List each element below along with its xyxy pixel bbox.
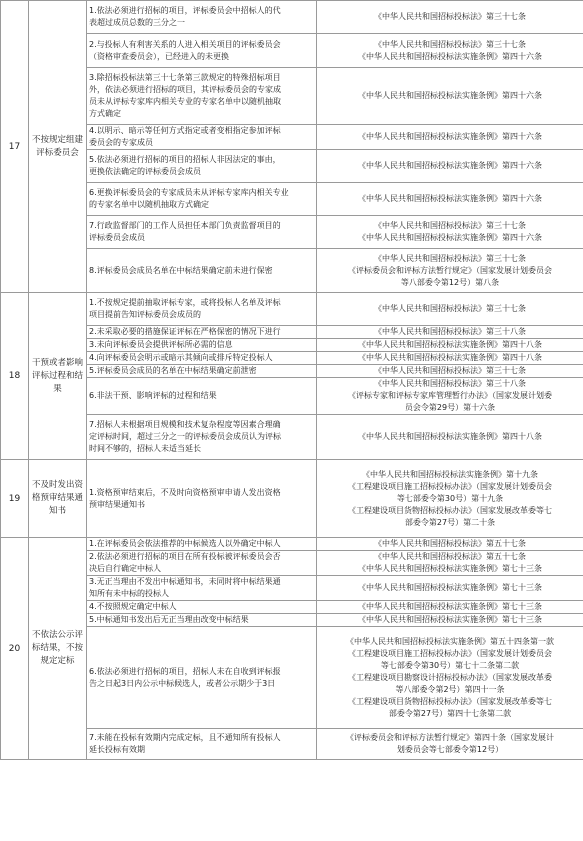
violation-text-line: 3.未向评标委员会提供评标所必需的信息	[89, 340, 233, 349]
legal-basis	[317, 68, 583, 125]
violation-text-line: 告之日起3日内公示中标候选人，或者公示期少于3日	[89, 678, 276, 688]
violation-text-line: 知所有未中标的投标人	[89, 589, 169, 598]
legal-basis-line: 《中华人民共和国招标投标法实施条例》第四十六条	[358, 194, 542, 203]
section-category: 不依法公示评标结果，不按规定定标	[29, 538, 87, 760]
legal-basis	[317, 415, 583, 460]
table-row	[1, 183, 583, 216]
legal-basis-line: 《中华人民共和国招标投标法实施条例》第四十六条	[358, 51, 542, 61]
legal-basis-line: 《中华人民共和国招标投标法实施条例》第四十八条	[358, 340, 542, 349]
legal-basis-line: 《中华人民共和国招标投标法实施条例》第十九条	[362, 469, 538, 479]
legal-basis-line: 《评标委员会和评标方法暂行规定》（国家发展计划委员会	[348, 265, 552, 275]
violation-text-line: 评标委员会成员	[89, 233, 145, 242]
legal-basis-line: 等八部委令第12号）第八条	[400, 277, 500, 287]
legal-basis-line: 《评标委员会和评标方法暂行规定》第四十条（国家发展计	[346, 733, 554, 742]
legal-basis-line: 《中华人民共和国招标投标法》第三十七条	[374, 304, 526, 313]
table-row	[1, 34, 583, 68]
violation-text-line: 1.不按规定提前抽取评标专家，或将投标人名单及评标	[89, 298, 281, 307]
legal-basis-line: 《中华人民共和国招标投标法》第三十七条	[374, 221, 526, 230]
legal-basis	[317, 216, 583, 249]
table-row	[1, 339, 583, 352]
legal-basis	[317, 538, 583, 551]
table-row	[1, 365, 583, 378]
table-row	[1, 614, 583, 627]
legal-basis-line: 《中华人民共和国招标投标法实施条例》第七十三条	[358, 615, 542, 624]
legal-basis-line: 《工程建设项目施工招标投标办法》（国家发展计划委员会	[348, 648, 552, 658]
violation-text-line: 的专家名单中以随机抽取方式确定	[89, 200, 209, 209]
violations-table-body	[1, 1, 583, 760]
violation-text-line: 延长投标有效期	[89, 745, 145, 754]
violation-text-line: 6.更换评标委员会的专家成员未从评标专家库内相关专业	[89, 188, 289, 197]
violation-item	[87, 614, 317, 627]
violation-item	[87, 551, 317, 576]
violation-text-line: 委员会的专家成员	[89, 138, 153, 147]
violation-text-line: 项目提前告知评标委员会成员的	[89, 310, 201, 319]
legal-basis-line: 《工程建设项目货物招标投标办法》（国家发展改革委等七	[348, 505, 552, 515]
legal-basis-line: 《中华人民共和国招标投标法实施条例》第四十八条	[358, 432, 542, 441]
section-category: 干预或者影响评标过程和结果	[29, 293, 87, 460]
legal-basis-line: 《中华人民共和国招标投标法》第三十七条	[374, 39, 526, 49]
violation-text-line: 8.评标委员会成员名单在中标结果确定前未进行保密	[89, 265, 273, 275]
legal-basis	[317, 339, 583, 352]
legal-basis-line: 部委令第27号）第四十七条第二款	[388, 708, 512, 718]
legal-basis-line: 《中华人民共和国招标投标法实施条例》第四十六条	[358, 233, 542, 242]
legal-basis	[317, 1, 583, 34]
table-row	[1, 415, 583, 460]
legal-basis-line: 等七部委令第30号）第七十二条第二款	[380, 660, 520, 670]
table-row	[1, 538, 583, 551]
violation-text-line: 外，依法必须进行招标的项目，其评标委员会的专家成	[89, 85, 281, 94]
violation-item	[87, 150, 317, 183]
violation-item	[87, 538, 317, 551]
legal-basis-line: 员会令第29号）第十六条	[404, 403, 496, 412]
table-row	[1, 326, 583, 339]
table-row	[1, 627, 583, 729]
violation-text-line: 定评标时间，超过三分之一的评标委员会成员认为评标	[89, 432, 281, 441]
violation-item	[87, 627, 317, 729]
legal-basis	[317, 183, 583, 216]
violation-item	[87, 68, 317, 125]
legal-basis-line: 等八部委令第2号）第四十一条	[395, 684, 505, 694]
violation-item	[87, 365, 317, 378]
legal-basis	[317, 551, 583, 576]
violation-text-line: 1.资格预审结束后，不及时向资格预审申请人发出资格	[89, 487, 281, 497]
violation-text-line: 1.依法必须进行招标的项目，评标委员会中招标人的代	[89, 6, 281, 15]
legal-basis-line: 《工程建设项目货物招标投标办法》（国家发展改革委等七	[348, 696, 552, 706]
legal-basis	[317, 150, 583, 183]
violation-item	[87, 576, 317, 601]
table-row	[1, 249, 583, 293]
violation-text-line: 7.招标人未根据项目规模和技术复杂程度等因素合理确	[89, 420, 281, 429]
violation-text-line: 4.以明示、暗示等任何方式指定或者变相指定参加评标	[89, 126, 281, 135]
section-category: 不及时发出资格预审结果通知书	[29, 460, 87, 538]
violation-item	[87, 1, 317, 34]
legal-basis-line: 《中华人民共和国招标投标法实施条例》第七十三条	[358, 602, 542, 611]
legal-basis	[317, 378, 583, 415]
violation-text-line: （资格审查委员会），已经进入的未更换	[89, 51, 229, 61]
violation-text-line: 4.不按照规定确定中标人	[89, 602, 177, 611]
legal-basis-line: 部委令第27号）第二十条	[404, 517, 496, 527]
violation-text-line: 7.未能在投标有效期内完成定标，且不通知所有投标人	[89, 733, 281, 742]
table-row	[1, 729, 583, 760]
legal-basis-line: 等七部委令第30号）第十九条	[396, 493, 504, 503]
violation-text-line: 5.中标通知书发出后无正当理由改变中标结果	[89, 615, 249, 624]
legal-basis-line: 《评标专家和评标专家库管理暂行办法》（国家发展计划委	[348, 391, 552, 400]
legal-basis	[317, 352, 583, 365]
legal-basis	[317, 365, 583, 378]
section-number: 18	[1, 293, 29, 460]
violation-text-line: 2.依法必须进行招标的项目在所有投标被评标委员会否	[89, 552, 281, 561]
legal-basis-line: 《中华人民共和国招标投标法实施条例》第四十八条	[358, 353, 542, 362]
legal-basis	[317, 293, 583, 326]
violation-text-line: 更换依法确定的评标委员会成员	[89, 167, 201, 176]
legal-basis-line: 《中华人民共和国招标投标法》第三十七条	[374, 366, 526, 375]
violation-item	[87, 339, 317, 352]
violation-text-line: 7.行政监督部门的工作人员担任本部门负责监督项目的	[89, 221, 281, 230]
table-row	[1, 293, 583, 326]
table-row	[1, 460, 583, 538]
violation-text-line: 4.向评标委员会明示或暗示其倾向或排斥特定投标人	[89, 353, 273, 362]
table-row	[1, 551, 583, 576]
violation-text-line: 表超过成员总数的三分之一	[89, 18, 185, 27]
violation-item	[87, 183, 317, 216]
violation-text-line: 5.依法必须进行招标的项目的招标人非因法定的事由，	[89, 155, 281, 164]
table-row	[1, 1, 583, 34]
legal-basis	[317, 460, 583, 538]
violation-text-line: 3.除招标投标法第三十七条第三款规定的特殊招标项目	[89, 73, 281, 82]
violation-item	[87, 216, 317, 249]
table-row	[1, 216, 583, 249]
legal-basis	[317, 614, 583, 627]
legal-basis-line: 《中华人民共和国招标投标法实施条例》第七十三条	[358, 583, 542, 592]
violation-item	[87, 601, 317, 614]
legal-basis-line: 《中华人民共和国招标投标法》第三十七条	[374, 253, 526, 263]
legal-basis	[317, 326, 583, 339]
legal-basis-line: 《中华人民共和国招标投标法》第三十七条	[374, 12, 526, 21]
legal-basis-line: 《中华人民共和国招标投标法》第五十七条	[374, 539, 526, 548]
table-row	[1, 378, 583, 415]
violation-item	[87, 326, 317, 339]
violation-item	[87, 125, 317, 150]
legal-basis-line: 《工程建设项目施工招标投标办法》（国家发展计划委员会	[348, 481, 552, 491]
legal-basis-line: 《中华人民共和国招标投标法实施条例》第五十四条第一款	[346, 636, 554, 646]
section-number: 19	[1, 460, 29, 538]
violation-item	[87, 378, 317, 415]
legal-basis	[317, 729, 583, 760]
legal-basis	[317, 249, 583, 293]
violation-text-line: 决后自行确定中标人	[89, 564, 161, 573]
violation-item	[87, 460, 317, 538]
legal-basis	[317, 125, 583, 150]
legal-basis	[317, 627, 583, 729]
legal-basis-line: 《中华人民共和国招标投标法实施条例》第七十三条	[358, 564, 542, 573]
section-category: 不按规定组建评标委员会	[29, 1, 87, 293]
legal-basis-line: 《中华人民共和国招标投标法实施条例》第四十六条	[358, 91, 542, 100]
violation-text-line: 2.未采取必要的措施保证评标在严格保密的情况下进行	[89, 327, 281, 336]
violation-item	[87, 415, 317, 460]
violation-item	[87, 249, 317, 293]
violation-text-line: 5.评标委员会成员的名单在中标结果确定前泄密	[89, 366, 257, 375]
violation-text-line: 方式确定	[89, 109, 121, 118]
legal-basis-line: 《中华人民共和国招标投标法》第五十七条	[374, 552, 526, 561]
legal-basis	[317, 601, 583, 614]
table-row	[1, 68, 583, 125]
violation-item	[87, 293, 317, 326]
violation-item	[87, 34, 317, 68]
table-row	[1, 125, 583, 150]
table-row	[1, 601, 583, 614]
legal-basis-line: 《中华人民共和国招标投标法》第三十八条	[374, 327, 526, 336]
violation-text-line: 员未从评标专家库内相关专业的专家名单中以随机抽取	[89, 97, 281, 106]
table-row	[1, 150, 583, 183]
violation-text-line: 时间不够的，招标人未适当延长	[89, 444, 201, 453]
section-number: 17	[1, 1, 29, 293]
violation-text-line: 2.与投标人有利害关系的人进入相关项目的评标委员会	[89, 39, 281, 49]
violation-item	[87, 352, 317, 365]
violation-text-line: 3.无正当理由不发出中标通知书，未同时将中标结果通	[89, 577, 281, 586]
table-row	[1, 352, 583, 365]
violation-text-line: 6.依法必须进行招标的项目，招标人未在自收到评标报	[89, 666, 281, 676]
section-number: 20	[1, 538, 29, 760]
legal-basis-line: 《工程建设项目勘察设计招标投标办法》（国家发展改革委	[348, 672, 552, 682]
table-row	[1, 576, 583, 601]
violation-item	[87, 729, 317, 760]
violation-text-line: 预审结果通知书	[89, 499, 145, 509]
legal-basis-line: 《中华人民共和国招标投标法》第三十八条	[374, 379, 526, 388]
legal-basis-line: 划委员会等七部委令第12号）	[396, 745, 504, 754]
legal-basis-line: 《中华人民共和国招标投标法实施条例》第四十六条	[358, 161, 542, 170]
legal-basis	[317, 576, 583, 601]
legal-basis-line: 《中华人民共和国招标投标法实施条例》第四十六条	[358, 132, 542, 141]
legal-basis	[317, 34, 583, 68]
violation-text-line: 1.在评标委员会依法推荐的中标候选人以外确定中标人	[89, 539, 281, 548]
violation-text-line: 6.非法干预、影响评标的过程和结果	[89, 391, 217, 400]
